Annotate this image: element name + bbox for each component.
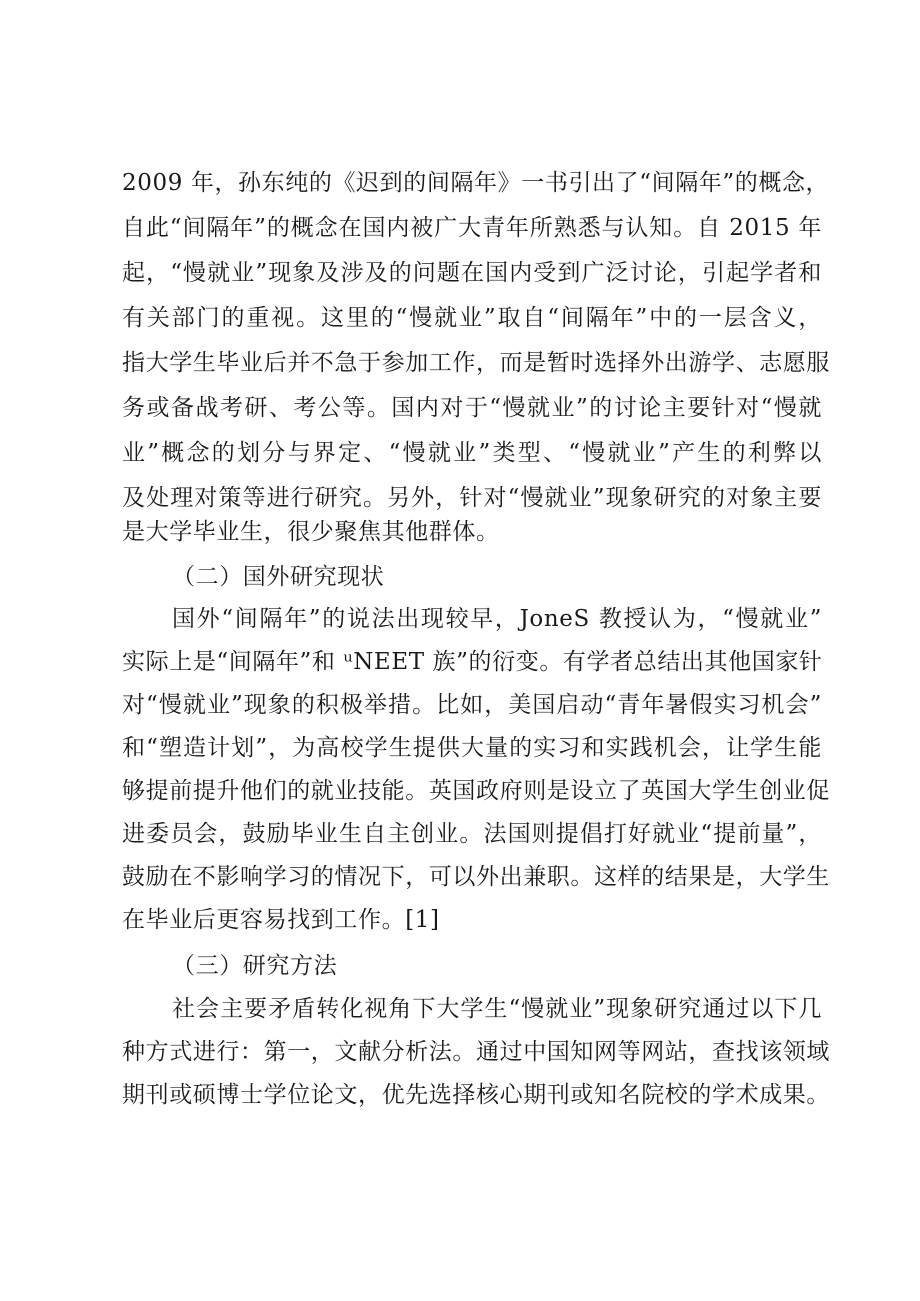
paragraph-line: 国外“间隔年”的说法出现较早，JoneS 教授认为，“慢就业” [172, 606, 822, 632]
paragraph-line: 指大学生毕业后并不急于参加工作，而是暂时选择外出游学、志愿服 [122, 350, 830, 376]
paragraph-line: 期刊或硕博士学位论文，优先选择核心期刊或知名院校的学术成果。 [122, 1082, 830, 1108]
paragraph-line: 有关部门的重视。这里的“慢就业”取自“间隔年”中的一层含义， [122, 305, 822, 331]
paragraph-line: 够提前提升他们的就业技能。英国政府则是设立了英国大学生创业促 [122, 778, 830, 804]
paragraph-line: 及处理对策等进行研究。另外，针对“慢就业”现象研究的对象主要 [122, 485, 822, 511]
paragraph-line: 自此“间隔年”的概念在国内被广大青年所熟悉与认知。自 2015 年 [122, 215, 822, 241]
paragraph-line: 对“慢就业”现象的积极举措。比如，美国启动“青年暑假实习机会” [122, 692, 822, 718]
paragraph-line: 2009 年，孙东纯的《迟到的间隔年》一书引出了“间隔年”的概念， [122, 170, 830, 196]
section-heading-foreign-research: （二）国外研究现状 [172, 564, 385, 590]
paragraph-line: 鼓励在不影响学习的情况下，可以外出兼职。这样的结果是，大学生 [122, 864, 830, 890]
paragraph-line: 实际上是“间隔年”和 ᵘNEET 族”的衍变。有学者总结出其他国家针 [122, 649, 823, 675]
paragraph-line: 业”概念的划分与界定、“慢就业”类型、“慢就业”产生的利弊以 [122, 440, 822, 466]
paragraph-line: 是大学毕业生，很少聚焦其他群体。 [122, 519, 500, 545]
paragraph-line: 种方式进行：第一，文献分析法。通过中国知网等网站，查找该领域 [122, 1039, 830, 1065]
paragraph-line: 起，“慢就业”现象及涉及的问题在国内受到广泛讨论，引起学者和 [122, 260, 822, 286]
paragraph-line: 社会主要矛盾转化视角下大学生“慢就业”现象研究通过以下几 [172, 996, 822, 1022]
paragraph-line: 在毕业后更容易找到工作。[1] [122, 907, 440, 933]
paragraph-line: 务或备战考研、考公等。国内对于“慢就业”的讨论主要针对“慢就 [122, 395, 822, 421]
section-heading-research-method: （三）研究方法 [172, 953, 338, 979]
paragraph-line: 进委员会，鼓励毕业生自主创业。法国则提倡打好就业“提前量”， [122, 821, 822, 847]
paragraph-line: 和“塑造计划”，为高校学生提供大量的实习和实践机会，让学生能 [122, 735, 822, 761]
